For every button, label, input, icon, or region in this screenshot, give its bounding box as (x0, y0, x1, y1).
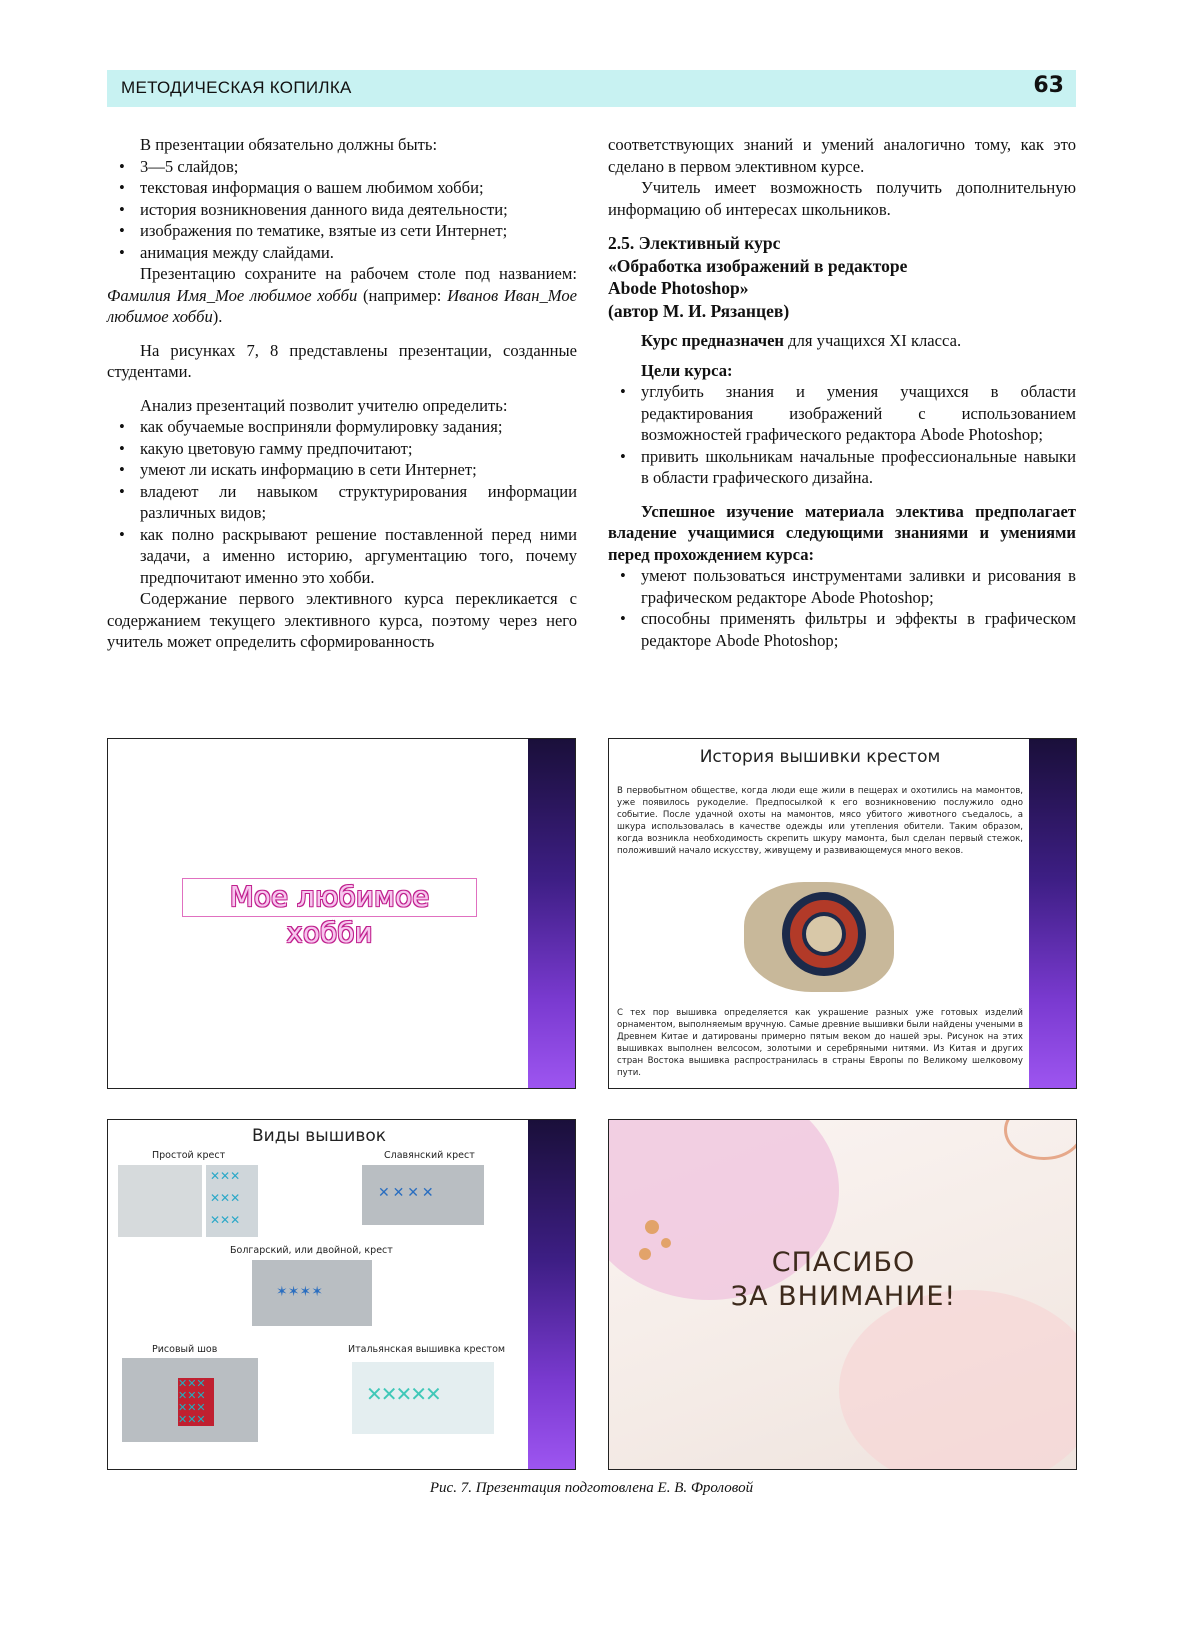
purple-side-bar (1029, 739, 1076, 1088)
slide-embroidery-types (107, 1119, 576, 1470)
continuation-paragraph: соответствующих знаний и умений аналогично тому, как это сделано в первом элективном курсе. (608, 135, 1076, 176)
label-rice-stitch: Рисовый шов (152, 1344, 218, 1355)
slide-title (107, 738, 576, 1089)
skills-list (608, 565, 1076, 651)
running-header (107, 70, 1076, 107)
list-item: • умеют пользоваться инструментами заливки и рисования в графическом редакторе Abode Photoshop; (608, 565, 1076, 608)
list-item: • какую цветовую гамму предпочитают; (107, 438, 577, 460)
slide-text-top: В первобытном обществе, когда люди еще жили в пещерах и охотились на мамонтов, уже появилось рукоделие. Предпосылкой к его возникновению послужило одно событие. После удачной охоты на мамонтов, мясо убитого животного съедалось, а шкура использовалась в качестве одежды или утепления обители. Таким образом, когда возникла необходимость скрепить шкуру мамонта, был сделан первый стежок, положивший начало искусству, живущему и развивающемуся много веков. (617, 786, 1023, 856)
slide-heading: Виды вышивок (251, 1126, 387, 1146)
goals-heading: Цели курса: (641, 360, 733, 380)
label-slavic-cross: Славянский крест (384, 1150, 475, 1161)
save-instructions: Презентацию сохраните на рабочем столе под названием: Фамилия Имя_Мое любимое хобби (например: Иванов Иван_Мое любимое хобби). (107, 264, 577, 326)
ancient-embroidery-image (744, 882, 894, 992)
slide-text-bottom: С тех пор вышивка определяется как украшение разных уже готовых изделий орнаментом, выполняемым вручную. Самые древние вышивки были найдены учеными в Древнем Китае и датированы примерно пятым веком до нашей эры. Рисунок на этих вышивках выполнен велсосом, золотыми и серебряными нитями. Из Китая и других стран Востока вышивка распространилась в страны Европы по Великому шелковому пути. (617, 1008, 1023, 1078)
italian-cross-photo: ✕✕✕✕✕ (352, 1362, 494, 1434)
label-simple-cross: Простой крест (152, 1150, 226, 1161)
figures-paragraph: На рисунках 7, 8 представлены презентации, созданные студентами. (107, 340, 577, 381)
slide-heading: История вышивки крестом (699, 747, 941, 767)
list-item: • как обучаемые восприняли формулировку задания; (107, 416, 577, 438)
gold-ring-decoration (1004, 1119, 1077, 1160)
prerequisites-paragraph: Успешное изучение материала электива предполагает владение учащимися следующими знаниями и умениями перед прохождением курса: (608, 501, 1076, 564)
course-purpose: Курс предназначен для учащихся XI класса. (641, 331, 962, 350)
list-item: • владеют ли навыком структурирования информации различных видов; (107, 481, 577, 524)
purple-side-bar (528, 1120, 575, 1469)
slide-heading: Мое любимое хобби (182, 878, 477, 917)
teacher-paragraph: Учитель имеет возможность получить дополнительную информацию об интересах школьников. (608, 178, 1076, 219)
bulgarian-cross-photo: ✶✶✶✶ (252, 1260, 372, 1326)
simple-cross-photo-a (118, 1165, 202, 1237)
list-item: • как полно раскрывают решение поставленной перед ними задачи, а именно историю, аргументацию того, почему предпочитают именно это хобби. (107, 524, 577, 589)
slide-history (608, 738, 1077, 1089)
list-item: • изображения по тематике, взятые из сети Интернет; (107, 220, 577, 242)
section-title: МЕТОДИЧЕСКАЯ КОПИЛКА (121, 78, 352, 97)
label-italian-cross: Итальянская вышивка крестом (348, 1344, 506, 1355)
left-column (107, 134, 577, 653)
content-paragraph: Содержание первого элективного курса перекликается с содержанием текущего элективного курса, поэтому через него учитель может определить сформированность (107, 589, 577, 651)
figure-caption: Рис. 7. Презентация подготовлена Е. В. Фроловой (429, 1480, 754, 1496)
analysis-list (107, 416, 577, 588)
slide-thanks (608, 1119, 1077, 1470)
purple-side-bar (528, 739, 575, 1088)
simple-cross-photo-b: ✕✕✕ ✕✕✕ ✕✕✕ (206, 1165, 258, 1237)
page-number: 63 (1033, 73, 1064, 98)
requirements-intro: В презентации обязательно должны быть: (140, 135, 438, 154)
analysis-intro: Анализ презентаций позволит учителю определить: (140, 395, 508, 415)
label-bulgarian-cross: Болгарский, или двойной, крест (230, 1245, 393, 1256)
list-item: • способны применять фильтры и эффекты в графическом редакторе Abode Photoshop; (608, 608, 1076, 651)
list-item: • анимация между слайдами. (107, 242, 577, 264)
thanks-message: СПАСИБО ЗА ВНИМАНИЕ! (730, 1247, 957, 1312)
pink-watercolor-blob (839, 1290, 1077, 1470)
list-item: • умеют ли искать информацию в сети Интернет; (107, 459, 577, 481)
section-heading: 2.5. Элективный курс «Обработка изображений в редакторе Abode Photoshop» (автор М. И. Рязанцев) (608, 233, 908, 321)
slavic-cross-photo: ✕ ✕ ✕ ✕ (362, 1165, 484, 1225)
list-item: • 3—5 слайдов; (107, 156, 577, 178)
list-item: • привить школьникам начальные профессиональные навыки в области графического дизайна. (608, 446, 1076, 489)
gold-dot (645, 1220, 659, 1234)
list-item: • текстовая информация о вашем любимом хобби; (107, 177, 577, 199)
goals-list (608, 381, 1076, 489)
list-item: • история возникновения данного вида деятельности; (107, 199, 577, 221)
list-item: • углубить знания и умения учащихся в области редактирования изображений с использованием возможностей графического редактора Abode Photoshop; (608, 381, 1076, 446)
right-column (608, 134, 1076, 651)
requirements-list (107, 156, 577, 264)
rice-stitch-photo: ✕✕✕ ✕✕✕ ✕✕✕ ✕✕✕ (122, 1358, 258, 1442)
